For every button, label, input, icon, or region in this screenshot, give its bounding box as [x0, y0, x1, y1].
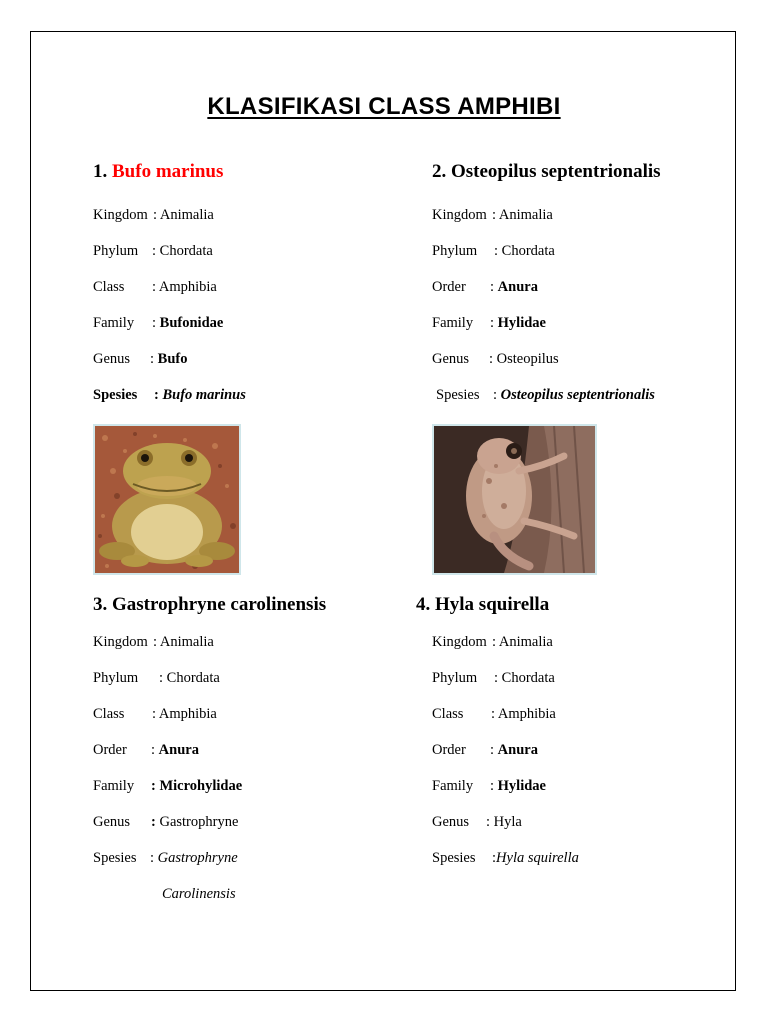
tree-frog-photo — [432, 424, 597, 575]
section-1-heading: 1. Bufo marinus — [93, 161, 224, 182]
s3-spesies-continued: Carolinensis — [162, 886, 236, 902]
toad-photo — [93, 424, 241, 575]
page-title: KLASIFIKASI CLASS AMPHIBI — [207, 93, 561, 120]
section-2-heading: 2. Osteopilus septentrionalis — [432, 161, 661, 182]
section-4-heading: 4. Hyla squirella — [416, 594, 550, 615]
section-3-heading: 3. Gastrophryne carolinensis — [93, 594, 327, 615]
